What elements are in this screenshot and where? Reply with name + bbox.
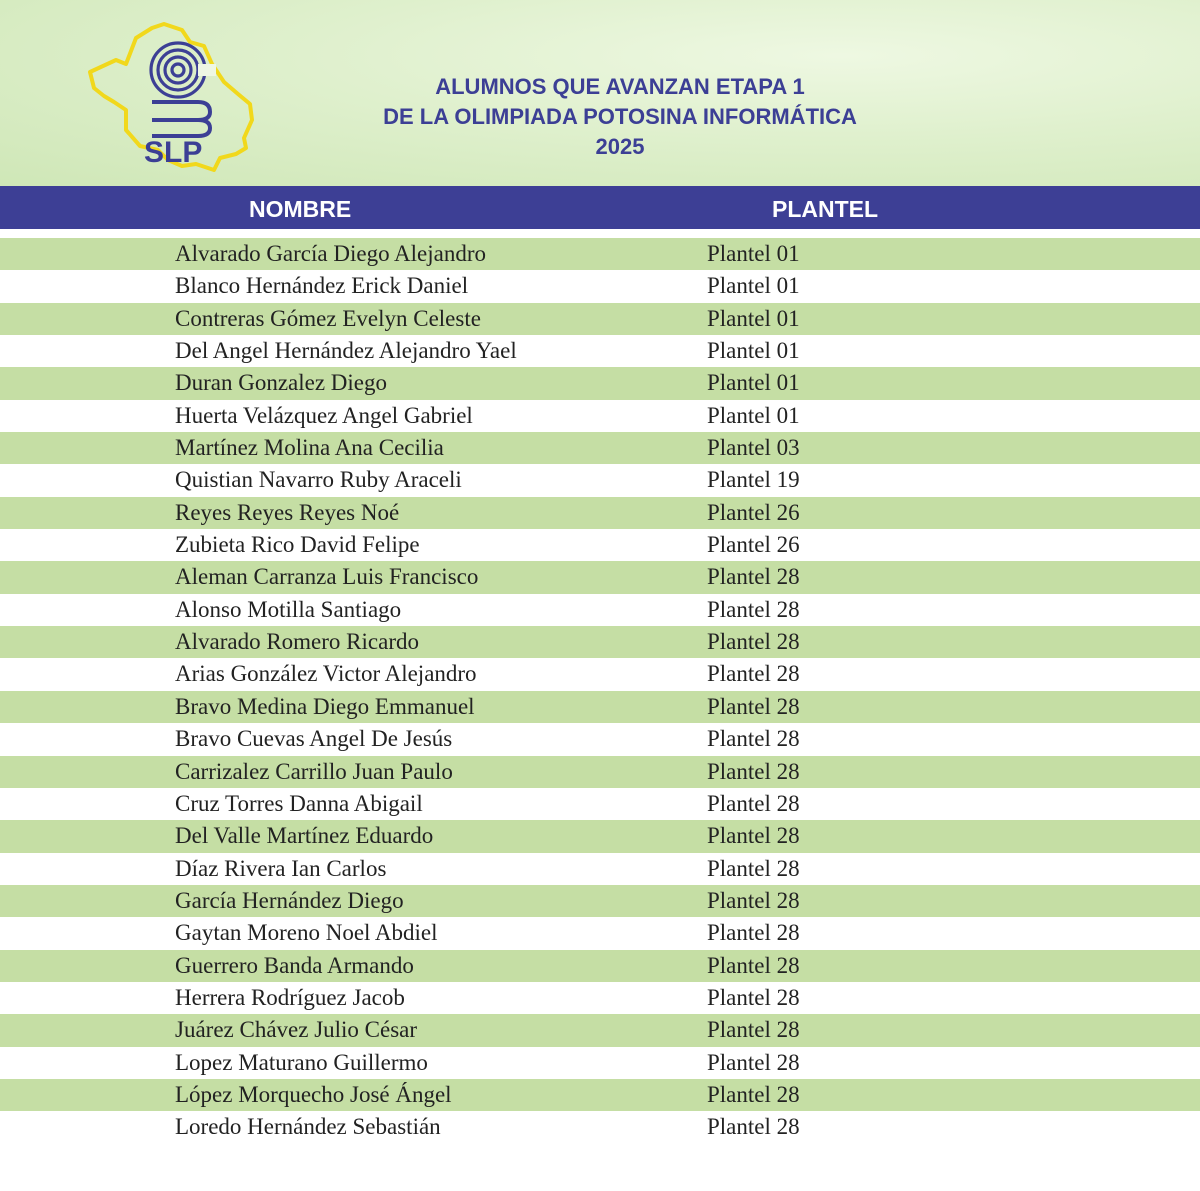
student-plantel: Plantel 28 — [707, 596, 800, 622]
table-row — [0, 497, 1200, 529]
page-title — [300, 72, 940, 162]
student-plantel: Plantel 28 — [707, 920, 800, 946]
student-plantel: Plantel 28 — [707, 855, 800, 881]
student-name: Gaytan Moreno Noel Abdiel — [175, 920, 438, 946]
student-plantel: Plantel 01 — [707, 241, 800, 266]
title-line-1: ALUMNOS QUE AVANZAN ETAPA 1 — [435, 74, 805, 99]
student-name: Martínez Molina Ana Cecilia — [175, 435, 444, 461]
table-header — [0, 186, 1200, 229]
student-name: Alvarado García Diego Alejandro — [175, 241, 487, 266]
student-name: Loredo Hernández Sebastián — [175, 1114, 441, 1140]
table-row — [0, 594, 1200, 626]
table-row — [0, 367, 1200, 399]
student-name: Del Valle Martínez Eduardo — [175, 823, 434, 849]
student-name: Lopez Maturano Guillermo — [175, 1049, 428, 1075]
header-banner — [0, 0, 1200, 186]
student-plantel: Plantel 28 — [707, 726, 800, 752]
student-plantel: Plantel 28 — [707, 1114, 800, 1140]
table-row — [0, 1047, 1200, 1079]
student-plantel: Plantel 26 — [707, 499, 800, 525]
student-name: Blanco Hernández Erick Daniel — [175, 273, 469, 299]
student-name: López Morquecho José Ángel — [175, 1081, 452, 1107]
table-row — [0, 982, 1200, 1014]
student-name: Herrera Rodríguez Jacob — [175, 984, 405, 1010]
student-plantel: Plantel 28 — [707, 1081, 800, 1107]
student-plantel: Plantel 28 — [707, 984, 800, 1010]
student-name: Arias González Victor Alejandro — [175, 661, 477, 687]
table-row — [0, 691, 1200, 723]
student-plantel: Plantel 01 — [707, 402, 800, 428]
table-row — [0, 303, 1200, 335]
student-name: Bravo Medina Diego Emmanuel — [175, 693, 475, 719]
student-plantel: Plantel 28 — [707, 887, 800, 913]
student-name: Díaz Rivera Ian Carlos — [175, 855, 387, 881]
student-plantel: Plantel 26 — [707, 532, 800, 558]
student-plantel: Plantel 28 — [707, 952, 800, 978]
table-row — [0, 270, 1200, 302]
student-plantel: Plantel 28 — [707, 1049, 800, 1075]
student-name: Guerrero Banda Armando — [175, 952, 414, 978]
student-plantel: Plantel 01 — [707, 305, 800, 331]
table-row — [0, 820, 1200, 852]
student-name: Alvarado Romero Ricardo — [175, 629, 419, 655]
cobach-slp-logo — [86, 20, 256, 172]
table-row — [0, 950, 1200, 982]
table-row — [0, 561, 1200, 593]
table-row — [0, 400, 1200, 432]
student-plantel: Plantel 28 — [707, 790, 800, 816]
table-row — [0, 723, 1200, 755]
student-name: Huerta Velázquez Angel Gabriel — [175, 402, 473, 428]
table-row — [0, 853, 1200, 885]
table-row — [0, 788, 1200, 820]
student-name: Contreras Gómez Evelyn Celeste — [175, 305, 481, 331]
student-plantel: Plantel 28 — [707, 758, 800, 784]
table-row — [0, 432, 1200, 464]
title-line-2: DE LA OLIMPIADA POTOSINA INFORMÁTICA — [383, 104, 857, 129]
table-row — [0, 335, 1200, 367]
student-plantel: Plantel 03 — [707, 435, 800, 461]
table-row — [0, 1079, 1200, 1111]
student-name: Del Angel Hernández Alejandro Yael — [175, 338, 517, 364]
table-row — [0, 1111, 1200, 1143]
title-line-3: 2025 — [595, 134, 645, 159]
table-row — [0, 626, 1200, 658]
student-plantel: Plantel 28 — [707, 629, 800, 655]
student-name: Quistian Navarro Ruby Araceli — [175, 467, 462, 493]
student-plantel: Plantel 01 — [707, 338, 800, 364]
table-row — [0, 658, 1200, 690]
column-header-plantel: PLANTEL — [772, 196, 879, 222]
student-name: Alonso Motilla Santiago — [175, 596, 402, 622]
table-row — [0, 885, 1200, 917]
table-row — [0, 917, 1200, 949]
b-emblem — [152, 102, 210, 136]
spiral-emblem — [151, 43, 205, 97]
student-plantel: Plantel 01 — [707, 370, 800, 396]
student-plantel: Plantel 01 — [707, 273, 800, 299]
student-plantel: Plantel 19 — [707, 467, 800, 493]
student-name: Duran Gonzalez Diego — [175, 370, 388, 396]
table-row — [0, 529, 1200, 561]
student-plantel: Plantel 28 — [707, 1017, 800, 1043]
student-plantel: Plantel 28 — [707, 661, 800, 687]
student-plantel: Plantel 28 — [707, 693, 800, 719]
student-name: Aleman Carranza Luis Francisco — [175, 564, 479, 590]
student-name: Carrizalez Carrillo Juan Paulo — [175, 758, 453, 784]
student-plantel: Plantel 28 — [707, 823, 800, 849]
table-row — [0, 1014, 1200, 1046]
student-name: Juárez Chávez Julio César — [175, 1017, 418, 1043]
table-row — [0, 464, 1200, 496]
student-name: Zubieta Rico David Felipe — [175, 532, 420, 558]
logo-text: SLP — [144, 136, 203, 169]
table-row — [0, 756, 1200, 788]
table-row — [0, 238, 1200, 270]
student-name: Reyes Reyes Reyes Noé — [175, 499, 400, 525]
column-header-nombre: NOMBRE — [249, 196, 352, 222]
student-name: García Hernández Diego — [175, 887, 404, 913]
student-plantel: Plantel 28 — [707, 564, 800, 590]
student-name: Bravo Cuevas Angel De Jesús — [175, 726, 453, 752]
student-name: Cruz Torres Danna Abigail — [175, 790, 423, 816]
results-table — [0, 238, 1200, 1144]
